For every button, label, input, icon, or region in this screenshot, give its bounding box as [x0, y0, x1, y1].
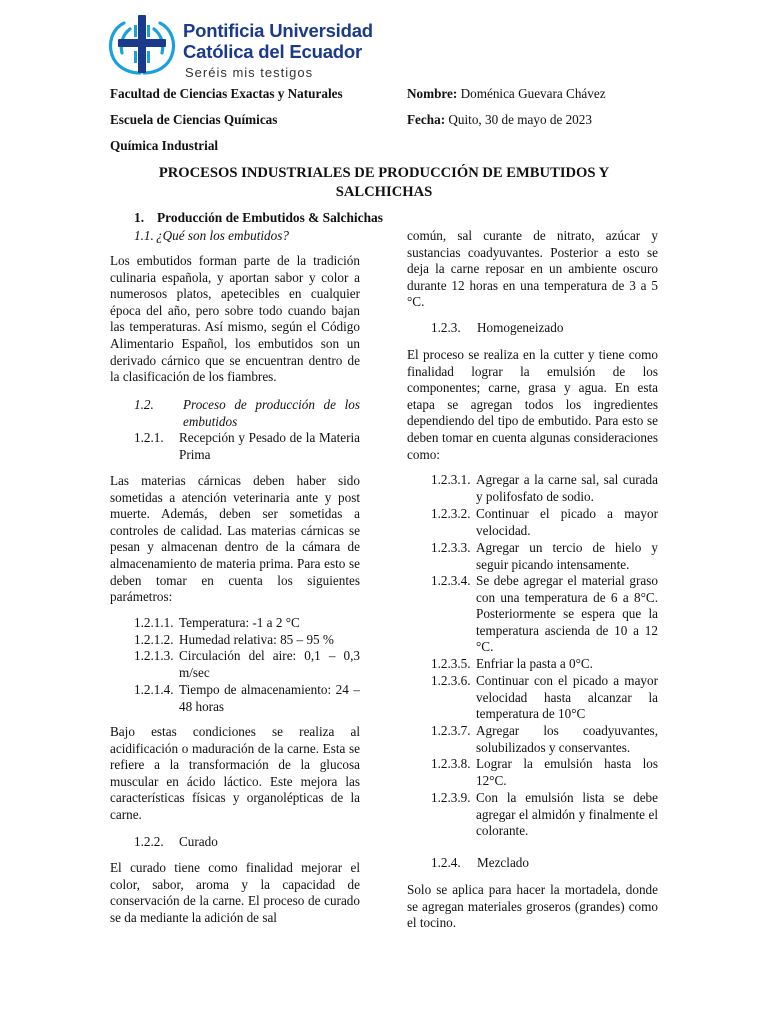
- section-1-1-heading: ¿Qué son los embutidos?: [156, 228, 289, 243]
- paragraph-raw-material: Las materias cárnicas deben haber sido sometidas a atención veterinaria ante y post muerte. Además, deben ser sometidas a controles de calidad. Las materias cárnicas se pesan y almacenan dentro de la cámara de almacenamiento de materia prima. Para esto se deben tomar en cuenta los siguientes parámetros:: [110, 473, 360, 605]
- list-item: Enfriar la pasta a 0°C.: [476, 656, 593, 671]
- list-item-number: 1.2.3.3.: [431, 540, 471, 555]
- list-item-number: 1.2.3.8.: [431, 756, 471, 771]
- list-item: Continuar con el picado a mayor velocidad hasta alcanzar la temperatura de 10°C: [476, 673, 658, 722]
- name-label: Nombre:: [407, 86, 458, 101]
- list-item-number: 1.2.1.1.: [134, 615, 174, 630]
- list-item-number: 1.2.3.2.: [431, 506, 471, 521]
- university-emblem-icon: [104, 9, 182, 81]
- section-1-2-2-number: 1.2.2.: [134, 834, 164, 849]
- date-label: Fecha:: [407, 112, 446, 127]
- paragraph-homogenization: El proceso se realiza en la cutter y tiene como finalidad lograr la emulsión de los componentes; carne, grasa y agua. En esta etapa se agregan todos los ingredientes dependiendo del tipo de embutido. Para esto se deben tomar en cuenta algunas consideraciones como:: [407, 347, 658, 462]
- logo-line-2: Católica del Ecuador: [183, 41, 362, 62]
- paragraph-curing: El curado tiene como finalidad mejorar el color, sabor, aroma y la capacidad de conservación de la carne. El proceso de curado se da mediante la adición de sal: [110, 860, 360, 925]
- list-item-number: 1.2.3.4.: [431, 573, 471, 588]
- list-item: Tiempo de almacenamiento: 24 – 48 horas: [179, 682, 360, 714]
- list-item: Continuar el picado a mayor velocidad.: [476, 506, 658, 538]
- section-1-2-4-number: 1.2.4.: [431, 855, 461, 870]
- section-1-number: 1.: [134, 210, 145, 225]
- list-item-number: 1.2.1.3.: [134, 648, 174, 663]
- section-1-2-4-heading: Mezclado: [477, 855, 529, 870]
- list-item-number: 1.2.1.2.: [134, 632, 174, 647]
- list-item-number: 1.2.3.9.: [431, 790, 471, 805]
- paragraph-what-are-sausages: Los embutidos forman parte de la tradición culinaria española, y aportan sabor y color a numerosos platos, apetecibles en cualquier época del año, pero sobre todo cuando bajan las temperaturas. Así mismo, según el Código Alimentario Español, los embutidos son un derivado cárnico que se encuentran dentro de la clasificación de los fiambres.: [110, 253, 360, 385]
- section-1-1-number: 1.1.: [134, 228, 154, 243]
- document-date: [407, 112, 592, 129]
- paragraph-conditions: Bajo estas condiciones se realiza al acidificación o maduración de la carne. Esta se refiere a la transformación de la glucosa muscular en ácido láctico. Este mejora las características físicas y organolépticas de la carne.: [110, 724, 360, 822]
- university-logo: [104, 9, 404, 81]
- date-value: Quito, 30 de mayo de 2023: [445, 112, 592, 127]
- section-1-2-1-number: 1.2.1.: [134, 430, 164, 445]
- list-item: Agregar un tercio de hielo y seguir picando intensamente.: [476, 540, 658, 572]
- list-item: Lograr la emulsión hasta los 12°C.: [476, 756, 658, 788]
- section-1-2-2-heading: Curado: [179, 834, 218, 849]
- list-item-number: 1.2.1.4.: [134, 682, 174, 697]
- school-label: Escuela de Ciencias Químicas: [110, 112, 278, 127]
- logo-tagline: Seréis mis testigos: [185, 65, 314, 80]
- paragraph-mixing: Solo se aplica para hacer la mortadela, donde se agregan materiales groseros (grandes) como el tocino.: [407, 882, 658, 931]
- section-1-2-3-number: 1.2.3.: [431, 320, 461, 335]
- document-title: PROCESOS INDUSTRIALES DE PRODUCCIÓN DE EMBUTIDOS Y SALCHICHAS: [158, 165, 610, 200]
- list-item: Agregar los coadyuvantes, solubilizados y conservantes.: [476, 723, 658, 755]
- list-item-number: 1.2.3.6.: [431, 673, 471, 688]
- list-item-number: 1.2.3.7.: [431, 723, 471, 738]
- name-value: Doménica Guevara Chávez: [457, 86, 606, 101]
- section-1-2-number: 1.2.: [134, 397, 154, 412]
- section-1-2-heading: Proceso de producción de los embutidos: [183, 397, 360, 429]
- list-item: Agregar a la carne sal, sal curada y polifosfato de sodio.: [476, 472, 658, 504]
- list-item-number: 1.2.3.1.: [431, 472, 471, 487]
- section-1-heading: Producción de Embutidos & Salchichas: [157, 210, 383, 225]
- paragraph-curing-continued: común, sal curante de nitrato, azúcar y sustancias coadyuvantes. Posterior a esto se deja la carne reposar en un ambiente oscuro durante 12 horas en una temperatura de 3 a 5 °C.: [407, 228, 658, 310]
- section-1-2-3-heading: Homogeneizado: [477, 320, 564, 335]
- author-name: [407, 86, 606, 103]
- section-1-2-1-heading: Recepción y Pesado de la Materia Prima: [179, 430, 360, 462]
- list-item: Se debe agregar el material graso con una temperatura de 6 a 8°C. Posteriormente se espera que la temperatura ascienda de 10 a 12 °C.: [476, 573, 658, 655]
- list-item: Con la emulsión lista se debe agregar el almidón y finalmente el colorante.: [476, 790, 658, 839]
- program-label: Química Industrial: [110, 138, 219, 153]
- list-item: Circulación del aire: 0,1 – 0,3 m/sec: [179, 648, 360, 680]
- logo-line-1: Pontificia Universidad: [183, 20, 373, 41]
- list-item: Humedad relativa: 85 – 95 %: [179, 632, 334, 647]
- list-item-number: 1.2.3.5.: [431, 656, 471, 671]
- faculty-label: Facultad de Ciencias Exactas y Naturales: [110, 86, 343, 101]
- list-item: Temperatura: -1 a 2 °C: [179, 615, 300, 630]
